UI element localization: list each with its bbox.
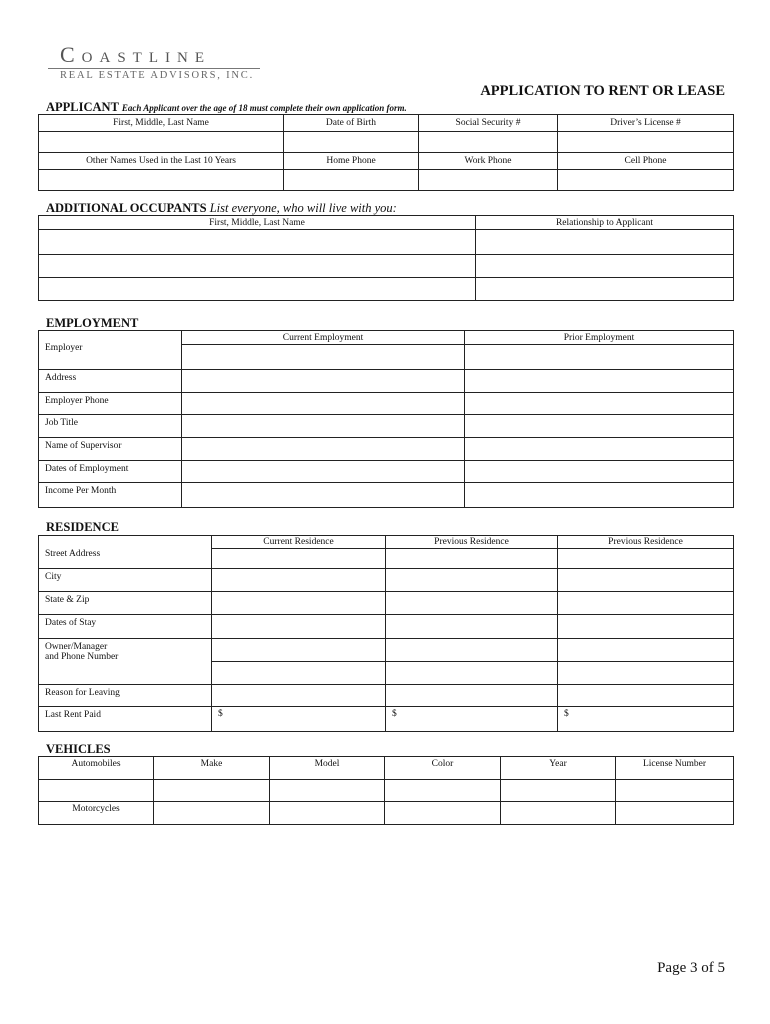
- logo-divider: [48, 68, 260, 69]
- employer-label-cell: [39, 331, 182, 370]
- occupants-heading-text: ADDITIONAL OCCUPANTS: [46, 201, 207, 215]
- header-color: Color: [385, 757, 501, 780]
- automobile-license-field[interactable]: [616, 780, 734, 802]
- company-logo-name: Coastline: [60, 42, 211, 67]
- occupants-heading: [46, 201, 397, 216]
- previous1-street-field[interactable]: [386, 549, 558, 569]
- motorcycle-model-field[interactable]: [270, 802, 385, 825]
- applicant-heading-text: APPLICANT: [46, 100, 119, 114]
- automobile-model-field[interactable]: [270, 780, 385, 802]
- motorcycle-make-field[interactable]: [154, 802, 270, 825]
- previous2-owner-phone-field[interactable]: [558, 662, 734, 685]
- currency-symbol: $: [218, 709, 223, 719]
- date-of-birth-field[interactable]: [284, 132, 419, 153]
- employer-label: Employer: [45, 343, 83, 353]
- page-number: Page 3 of 5: [657, 960, 725, 976]
- occupant-relationship-field[interactable]: [476, 278, 734, 301]
- owner-manager-label-cell: [39, 639, 212, 685]
- vehicles-heading: VEHICLES: [46, 742, 111, 756]
- prior-employer-field[interactable]: [465, 345, 734, 370]
- header-license-number: License Number: [616, 757, 734, 780]
- current-city-field[interactable]: [212, 569, 386, 592]
- supervisor-label: Name of Supervisor: [39, 438, 182, 461]
- previous1-owner-field[interactable]: [386, 639, 558, 662]
- prior-job-title-field[interactable]: [465, 415, 734, 438]
- address-label: Address: [39, 370, 182, 393]
- prior-employer-phone-field[interactable]: [465, 393, 734, 415]
- job-title-label: Job Title: [39, 415, 182, 438]
- previous2-street-field[interactable]: [558, 549, 734, 569]
- city-label: City: [39, 569, 212, 592]
- previous1-dates-of-stay-field[interactable]: [386, 615, 558, 639]
- owner-manager-label: Owner/Manager: [45, 642, 108, 652]
- prior-supervisor-field[interactable]: [465, 438, 734, 461]
- automobile-field[interactable]: [39, 780, 154, 802]
- header-home-phone: Home Phone: [284, 153, 419, 170]
- header-current-employment: Current Employment: [182, 331, 465, 345]
- current-reason-field[interactable]: [212, 685, 386, 707]
- document-title: APPLICATION TO RENT OR LEASE: [480, 83, 725, 99]
- header-prior-employment: Prior Employment: [465, 331, 734, 345]
- header-full-name: First, Middle, Last Name: [39, 115, 284, 132]
- residence-heading: RESIDENCE: [46, 520, 119, 534]
- automobile-make-field[interactable]: [154, 780, 270, 802]
- reason-for-leaving-label: Reason for Leaving: [39, 685, 212, 707]
- current-dates-of-stay-field[interactable]: [212, 615, 386, 639]
- header-model: Model: [270, 757, 385, 780]
- occupant-relationship-field[interactable]: [476, 255, 734, 278]
- employer-phone-label: Employer Phone: [39, 393, 182, 415]
- residence-table: [38, 535, 734, 732]
- social-security-field[interactable]: [419, 132, 558, 153]
- dates-of-stay-label: Dates of Stay: [39, 615, 212, 639]
- employment-table: [38, 330, 734, 508]
- header-automobiles: Automobiles: [39, 757, 154, 780]
- current-owner-field[interactable]: [212, 639, 386, 662]
- previous1-last-rent-field[interactable]: [386, 707, 558, 732]
- employment-heading: EMPLOYMENT: [46, 316, 139, 330]
- occupants-note: List everyone, who will live with you:: [209, 201, 397, 215]
- other-names-field[interactable]: [39, 170, 284, 191]
- occupants-table: [38, 215, 734, 301]
- header-occupant-name: First, Middle, Last Name: [39, 216, 476, 230]
- currency-symbol: $: [392, 709, 397, 719]
- previous2-reason-field[interactable]: [558, 685, 734, 707]
- motorcycle-license-field[interactable]: [616, 802, 734, 825]
- previous1-reason-field[interactable]: [386, 685, 558, 707]
- owner-phone-label: and Phone Number: [45, 652, 119, 662]
- previous1-city-field[interactable]: [386, 569, 558, 592]
- header-previous-residence-2: Previous Residence: [558, 536, 734, 549]
- dates-of-employment-label: Dates of Employment: [39, 461, 182, 483]
- drivers-license-field[interactable]: [558, 132, 734, 153]
- current-state-zip-field[interactable]: [212, 592, 386, 615]
- current-last-rent-field[interactable]: [212, 707, 386, 732]
- header-current-residence: Current Residence: [212, 536, 386, 549]
- current-street-field[interactable]: [212, 549, 386, 569]
- automobile-color-field[interactable]: [385, 780, 501, 802]
- header-previous-residence-1: Previous Residence: [386, 536, 558, 549]
- previous2-state-zip-field[interactable]: [558, 592, 734, 615]
- current-income-field[interactable]: [182, 483, 465, 508]
- current-supervisor-field[interactable]: [182, 438, 465, 461]
- applicant-note: Each Applicant over the age of 18 must complete their own application form.: [121, 103, 407, 113]
- occupant-name-field[interactable]: [39, 230, 476, 255]
- full-name-field[interactable]: [39, 132, 284, 153]
- street-address-label-cell: [39, 536, 212, 569]
- currency-symbol: $: [564, 709, 569, 719]
- occupant-name-field[interactable]: [39, 278, 476, 301]
- header-make: Make: [154, 757, 270, 780]
- previous1-owner-phone-field[interactable]: [386, 662, 558, 685]
- occupant-relationship-field[interactable]: [476, 230, 734, 255]
- header-work-phone: Work Phone: [419, 153, 558, 170]
- current-employer-field[interactable]: [182, 345, 465, 370]
- previous2-dates-of-stay-field[interactable]: [558, 615, 734, 639]
- current-address-field[interactable]: [182, 370, 465, 393]
- applicant-table: [38, 114, 734, 191]
- automobile-year-field[interactable]: [501, 780, 616, 802]
- cell-phone-field[interactable]: [558, 170, 734, 191]
- company-logo-subtitle: REAL ESTATE ADVISORS, INC.: [60, 70, 255, 81]
- previous2-last-rent-field[interactable]: [558, 707, 734, 732]
- occupant-name-field[interactable]: [39, 255, 476, 278]
- prior-income-field[interactable]: [465, 483, 734, 508]
- header-social-security: Social Security #: [419, 115, 558, 132]
- vehicles-table: [38, 756, 734, 825]
- prior-address-field[interactable]: [465, 370, 734, 393]
- header-date-of-birth: Date of Birth: [284, 115, 419, 132]
- applicant-heading: [46, 100, 407, 115]
- current-owner-phone-field[interactable]: [212, 662, 386, 685]
- income-label: Income Per Month: [39, 483, 182, 508]
- current-job-title-field[interactable]: [182, 415, 465, 438]
- header-other-names: Other Names Used in the Last 10 Years: [39, 153, 284, 170]
- motorcycle-year-field[interactable]: [501, 802, 616, 825]
- header-relationship: Relationship to Applicant: [476, 216, 734, 230]
- previous2-city-field[interactable]: [558, 569, 734, 592]
- motorcycle-color-field[interactable]: [385, 802, 501, 825]
- state-zip-label: State & Zip: [39, 592, 212, 615]
- last-rent-paid-label: Last Rent Paid: [39, 707, 212, 732]
- current-dates-field[interactable]: [182, 461, 465, 483]
- header-cell-phone: Cell Phone: [558, 153, 734, 170]
- previous2-owner-field[interactable]: [558, 639, 734, 662]
- header-year: Year: [501, 757, 616, 780]
- prior-dates-field[interactable]: [465, 461, 734, 483]
- header-drivers-license: Driver’s License #: [558, 115, 734, 132]
- street-address-label: Street Address: [45, 549, 101, 559]
- motorcycles-label: Motorcycles: [39, 802, 154, 825]
- previous1-state-zip-field[interactable]: [386, 592, 558, 615]
- current-employer-phone-field[interactable]: [182, 393, 465, 415]
- work-phone-field[interactable]: [419, 170, 558, 191]
- home-phone-field[interactable]: [284, 170, 419, 191]
